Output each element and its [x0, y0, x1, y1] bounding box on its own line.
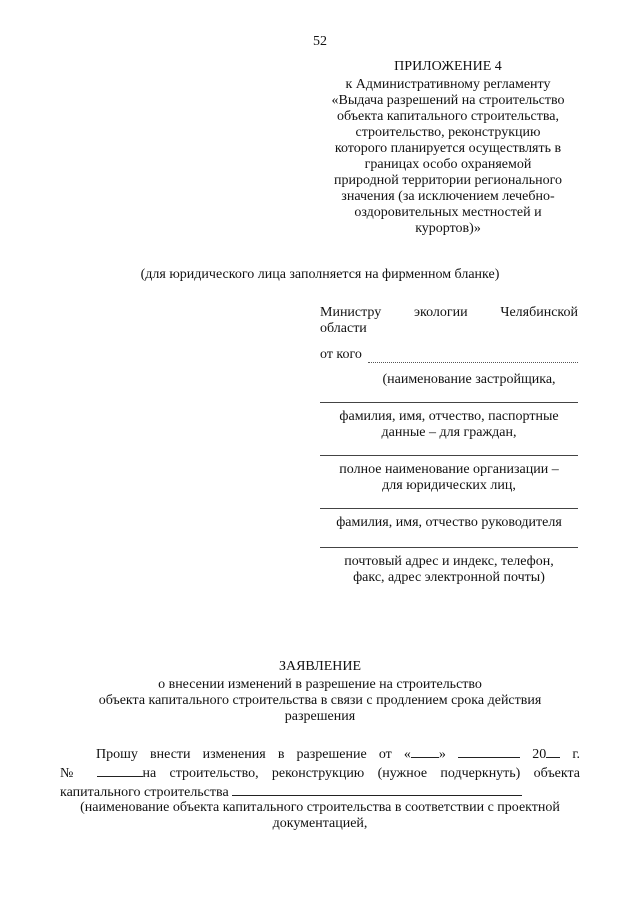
hint-developer: (наименование застройщика,: [382, 372, 556, 387]
object-name-field[interactable]: [232, 782, 522, 796]
hint-contacts: почтовый адрес и индекс, телефон,: [344, 554, 554, 569]
appendix-line: природной территории регионального: [334, 173, 562, 188]
appendix-line: строительство, реконструкцию: [355, 125, 541, 140]
appendix-line: значения (за исключением лечебно-: [341, 189, 555, 204]
appendix-line: курортов)»: [415, 221, 481, 236]
appendix-line: объекта капитального строительства,: [336, 109, 559, 124]
hint-contacts: факс, адрес электронной почты): [353, 570, 545, 585]
head-line[interactable]: [320, 547, 578, 548]
citizen-line[interactable]: [320, 455, 578, 456]
caption-line: (наименование объекта капитального строительства в соответствии с проектной: [80, 800, 560, 815]
hint-citizen: данные – для граждан,: [381, 425, 517, 440]
appendix-line: «Выдача разрешений на строительство: [331, 93, 565, 108]
object-caption: [60, 800, 580, 832]
caption-line: документацией,: [272, 816, 368, 831]
appendix-header: [300, 59, 596, 237]
from-row: [320, 347, 578, 363]
developer-line[interactable]: [320, 402, 578, 403]
body-text: Прошу внести изменения в разрешение от «: [96, 747, 411, 762]
hint-organization: для юридических лиц,: [382, 478, 516, 493]
appendix-line: к Административному регламенту: [345, 77, 551, 92]
addressee-block: [320, 305, 578, 586]
hint-citizen: фамилия, имя, отчество, паспортные: [339, 409, 559, 424]
firm-letterhead-note: (для юридического лица заполняется на фирменном бланке): [140, 267, 500, 282]
application-body: [60, 744, 580, 801]
from-label: от кого: [320, 347, 362, 362]
statement-subtitle: [60, 677, 580, 725]
body-text: капитального строительства: [60, 785, 229, 800]
day-field[interactable]: [411, 744, 439, 758]
year-field[interactable]: [546, 744, 560, 758]
organization-line[interactable]: [320, 508, 578, 509]
subtitle-line: о внесении изменений в разрешение на строительство: [158, 677, 482, 692]
body-line-3: [60, 782, 580, 801]
body-text: »: [438, 747, 446, 762]
hint-head: фамилия, имя, отчество руководителя: [336, 515, 562, 530]
appendix-title: ПРИЛОЖЕНИЕ 4: [394, 59, 502, 74]
subtitle-line: разрешения: [284, 709, 356, 724]
statement-title: ЗАЯВЛЕНИЕ: [278, 659, 362, 674]
year-prefix: 20: [532, 747, 547, 762]
appendix-line: оздоровительных местностей и: [354, 205, 542, 220]
from-field[interactable]: [368, 350, 578, 363]
body-text: на строительство, реконструкцию (нужное подчеркнуть) объекта: [142, 766, 581, 781]
appendix-line: границах особо охраняемой: [364, 157, 532, 172]
permit-number-field[interactable]: [97, 763, 143, 777]
recipient-line: области: [320, 321, 367, 336]
appendix-line: которого планируется осуществлять в: [334, 141, 562, 156]
year-suffix: г.: [572, 747, 581, 762]
body-line-2: [60, 763, 580, 782]
month-field[interactable]: [458, 744, 520, 758]
body-line-1: [60, 744, 580, 763]
number-label: №: [60, 766, 84, 781]
recipient-line: Министру экологии Челябинской: [320, 305, 578, 320]
hint-organization: полное наименование организации –: [339, 462, 559, 477]
subtitle-line: объекта капитального строительства в связи с продлением срока действия: [98, 693, 542, 708]
page-number: 52: [313, 34, 327, 49]
